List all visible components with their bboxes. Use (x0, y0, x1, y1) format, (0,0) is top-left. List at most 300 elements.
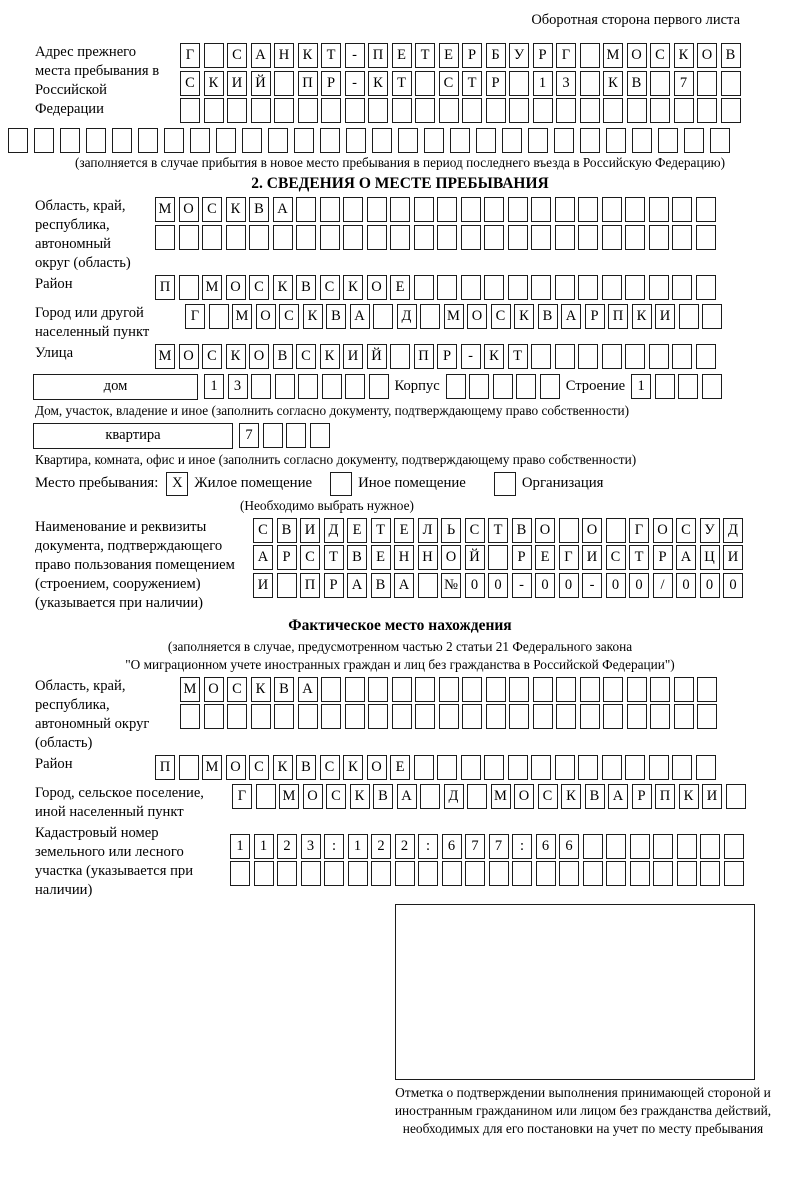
char-cell: Р (437, 344, 457, 369)
char-cell-row (8, 128, 800, 153)
cadastral-rows (230, 834, 744, 900)
char-cell (263, 423, 283, 448)
char-cell (415, 677, 435, 702)
char-cell (603, 704, 623, 729)
char-cell: К (679, 784, 699, 809)
char-cell: Т (324, 545, 344, 570)
char-cell (606, 518, 626, 543)
char-cell: Й (465, 545, 485, 570)
char-cell: В (347, 545, 367, 570)
char-cell: С (249, 275, 269, 300)
char-cell (672, 755, 692, 780)
char-cell (697, 704, 717, 729)
char-cell (674, 704, 694, 729)
char-cell: К (251, 677, 271, 702)
char-cell: К (632, 304, 652, 329)
actual-region-block (35, 677, 800, 753)
char-cell (242, 128, 262, 153)
char-cell: А (251, 43, 271, 68)
char-cell (678, 374, 698, 399)
char-cell (696, 275, 716, 300)
char-cell (531, 197, 551, 222)
region-label: Область, край, республика, автономный округ (область) (35, 198, 131, 271)
char-cell (650, 98, 670, 123)
char-cell: М (155, 344, 175, 369)
char-cell (653, 834, 673, 859)
char-cell: А (561, 304, 581, 329)
char-cell: Е (392, 43, 412, 68)
char-cell: 0 (606, 573, 626, 598)
char-cell: Г (232, 784, 252, 809)
char-cell: С (465, 518, 485, 543)
char-cell: П (155, 275, 175, 300)
prev-address-block (35, 43, 800, 126)
char-cell (674, 677, 694, 702)
char-cell: Т (462, 71, 482, 96)
char-cell: В (296, 755, 316, 780)
char-cell: - (345, 43, 365, 68)
char-cell: И (343, 344, 363, 369)
char-cell (580, 128, 600, 153)
char-cell (700, 861, 720, 886)
char-cell: Р (277, 545, 297, 570)
char-cell (8, 128, 28, 153)
char-cell (556, 98, 576, 123)
char-cell (578, 225, 598, 250)
confirmation-mark-box (395, 904, 755, 1080)
char-cell: - (512, 573, 532, 598)
char-cell (493, 374, 513, 399)
char-cell (556, 704, 576, 729)
char-cell (672, 344, 692, 369)
char-cell (465, 861, 485, 886)
actual-region-label: Область, край, республика, автономный округ (область) (35, 677, 150, 751)
char-cell (697, 98, 717, 123)
char-cell: В (512, 518, 532, 543)
char-cell: Е (439, 43, 459, 68)
char-cell: - (345, 71, 365, 96)
district-block (35, 275, 800, 303)
char-cell: Т (629, 545, 649, 570)
char-cell: 2 (277, 834, 297, 859)
char-cell: Г (559, 545, 579, 570)
char-cell: Р (512, 545, 532, 570)
char-cell (321, 704, 341, 729)
char-cell (555, 344, 575, 369)
char-cell: М (202, 275, 222, 300)
char-cell (461, 197, 481, 222)
char-cell (298, 374, 318, 399)
char-cell-row (155, 344, 716, 369)
char-cell (721, 98, 741, 123)
char-cell (696, 344, 716, 369)
char-cell: К (484, 344, 504, 369)
char-cell (190, 128, 210, 153)
char-cell: С (676, 518, 696, 543)
char-cell: Г (185, 304, 205, 329)
char-cell (446, 374, 466, 399)
char-cell: 0 (535, 573, 555, 598)
char-cell (462, 677, 482, 702)
char-cell: М (155, 197, 175, 222)
char-cell (462, 704, 482, 729)
char-cell (180, 98, 200, 123)
actual-district-block (35, 755, 800, 783)
char-cell (649, 197, 669, 222)
char-cell (346, 128, 366, 153)
char-cell (469, 374, 489, 399)
char-cell: : (324, 834, 344, 859)
char-cell: К (320, 344, 340, 369)
char-cell: А (676, 545, 696, 570)
char-cell (450, 128, 470, 153)
char-cell: Д (444, 784, 464, 809)
char-cell: С (491, 304, 511, 329)
char-cell: К (226, 197, 246, 222)
char-cell (602, 344, 622, 369)
char-cell (489, 861, 509, 886)
char-cell: О (367, 275, 387, 300)
char-cell: Й (367, 344, 387, 369)
char-cell (462, 98, 482, 123)
char-cell (209, 304, 229, 329)
char-cell: М (232, 304, 252, 329)
char-cell-row (230, 834, 744, 859)
char-cell (155, 225, 175, 250)
apartment-box-label: квартира (33, 423, 233, 449)
char-cell: 7 (465, 834, 485, 859)
char-cell: Р (486, 71, 506, 96)
confirmation-mark-caption: Отметка о подтверждении выполнения принимающей стороной и иностранным гражданином или лицом без гражданства действий, необходимых для его постановки на учет по месту пребывания (394, 1084, 772, 1137)
char-cell (368, 677, 388, 702)
char-cell (650, 704, 670, 729)
char-cell (301, 861, 321, 886)
document-label: Наименование и реквизиты документа, подтверждающего право пользования помещением (строением, сооружением) (указывается при наличии) (35, 518, 235, 611)
char-cell (710, 128, 730, 153)
char-cell (227, 98, 247, 123)
char-cell: К (514, 304, 534, 329)
char-cell (371, 861, 391, 886)
char-cell (310, 423, 330, 448)
char-cell (677, 861, 697, 886)
char-cell (461, 755, 481, 780)
char-cell (251, 704, 271, 729)
char-cell: В (373, 784, 393, 809)
char-cell (536, 861, 556, 886)
char-cell: / (653, 573, 673, 598)
city-block (35, 304, 800, 342)
char-cell (274, 704, 294, 729)
char-cell: Н (274, 43, 294, 68)
char-cell: 3 (228, 374, 248, 399)
char-cell-row (446, 374, 560, 399)
char-cell-row (180, 704, 717, 729)
char-cell (649, 275, 669, 300)
char-cell: А (347, 573, 367, 598)
char-cell: Д (397, 304, 417, 329)
char-cell (502, 128, 522, 153)
char-cell: Т (488, 518, 508, 543)
char-cell (392, 704, 412, 729)
char-cell: П (368, 43, 388, 68)
char-cell: А (350, 304, 370, 329)
char-cell (321, 677, 341, 702)
actual-district-label: Район (35, 755, 73, 772)
char-cell (420, 304, 440, 329)
char-cell (632, 128, 652, 153)
char-cell (696, 197, 716, 222)
char-cell: Е (371, 545, 391, 570)
char-cell: А (394, 573, 414, 598)
char-cell: - (461, 344, 481, 369)
char-cell (674, 98, 694, 123)
char-cell (476, 128, 496, 153)
char-cell (531, 755, 551, 780)
char-cell: П (300, 573, 320, 598)
char-cell: К (204, 71, 224, 96)
char-cell (437, 225, 457, 250)
char-cell: С (227, 677, 247, 702)
char-cell (724, 834, 744, 859)
char-cell: И (582, 545, 602, 570)
char-cell: К (273, 755, 293, 780)
char-cell (372, 128, 392, 153)
char-cell (578, 197, 598, 222)
char-cell: Р (324, 573, 344, 598)
char-cell: С (227, 43, 247, 68)
char-cell: 0 (488, 573, 508, 598)
dwelling-option-label: Жилое помещение (194, 475, 313, 492)
char-cell: В (627, 71, 647, 96)
char-cell: 0 (676, 573, 696, 598)
char-cell (721, 71, 741, 96)
char-cell: 0 (723, 573, 743, 598)
char-cell (603, 98, 623, 123)
actual-location-title: Фактическое место нахождения (288, 616, 512, 634)
char-cell (627, 704, 647, 729)
char-cell (602, 755, 622, 780)
char-cell (320, 225, 340, 250)
char-cell (583, 834, 603, 859)
char-cell: О (249, 344, 269, 369)
char-cell (580, 677, 600, 702)
char-cell: С (320, 755, 340, 780)
char-cell: Р (321, 71, 341, 96)
char-cell: 0 (629, 573, 649, 598)
stay-type-row (35, 472, 800, 496)
char-cell: К (298, 43, 318, 68)
char-cell: 7 (239, 423, 259, 448)
char-cell (533, 677, 553, 702)
char-cell (606, 128, 626, 153)
char-cell (320, 128, 340, 153)
document-block (35, 518, 800, 613)
char-cell (555, 275, 575, 300)
char-cell (286, 423, 306, 448)
char-cell (439, 704, 459, 729)
char-cell (509, 98, 529, 123)
char-cell (298, 98, 318, 123)
char-cell: К (561, 784, 581, 809)
char-cell (273, 225, 293, 250)
char-cell (625, 225, 645, 250)
char-cell: С (650, 43, 670, 68)
char-cell: О (367, 755, 387, 780)
char-cell (508, 197, 528, 222)
char-cell: Р (533, 43, 553, 68)
char-cell: 1 (230, 834, 250, 859)
char-cell (461, 225, 481, 250)
char-cell: К (273, 275, 293, 300)
char-cell (390, 344, 410, 369)
char-cell (555, 197, 575, 222)
char-cell (684, 128, 704, 153)
char-cell: М (202, 755, 222, 780)
char-cell: 6 (559, 834, 579, 859)
char-cell (415, 71, 435, 96)
char-cell: О (653, 518, 673, 543)
char-cell-row (204, 374, 389, 399)
char-cell: Г (629, 518, 649, 543)
char-cell (367, 197, 387, 222)
char-cell (439, 98, 459, 123)
char-cell (345, 374, 365, 399)
char-cell: П (608, 304, 628, 329)
char-cell (398, 128, 418, 153)
char-cell: : (512, 834, 532, 859)
apartment-row (33, 423, 800, 449)
char-cell (602, 225, 622, 250)
char-cell (512, 861, 532, 886)
char-cell (559, 861, 579, 886)
char-cell: А (253, 545, 273, 570)
char-cell (373, 304, 393, 329)
char-cell: М (279, 784, 299, 809)
char-cell: С (202, 344, 222, 369)
char-cell (672, 275, 692, 300)
document-rows (253, 518, 743, 613)
char-cell (533, 98, 553, 123)
char-cell: П (155, 755, 175, 780)
char-cell (580, 71, 600, 96)
char-cell: И (227, 71, 247, 96)
char-cell (179, 275, 199, 300)
char-cell: О (627, 43, 647, 68)
char-cell (414, 225, 434, 250)
actual-location-note-2: "О миграционном учете иностранных граждан и лиц без гражданства в Российской Федерации") (125, 656, 675, 672)
char-cell (702, 304, 722, 329)
char-cell (649, 755, 669, 780)
char-cell: И (300, 518, 320, 543)
char-cell-row (253, 545, 743, 570)
char-cell (202, 225, 222, 250)
char-cell (555, 755, 575, 780)
char-cell-row (631, 374, 722, 399)
char-cell: К (303, 304, 323, 329)
char-cell: Т (415, 43, 435, 68)
city-label: Город или другой населенный пункт (35, 305, 150, 341)
char-cell (486, 677, 506, 702)
char-cell: К (343, 275, 363, 300)
char-cell (508, 755, 528, 780)
char-cell: А (397, 784, 417, 809)
char-cell (650, 677, 670, 702)
actual-city-block (35, 784, 800, 822)
organization-option-label: Организация (521, 475, 604, 492)
char-cell: П (655, 784, 675, 809)
char-cell (112, 128, 132, 153)
char-cell: К (603, 71, 623, 96)
char-cell: М (180, 677, 200, 702)
street-block (35, 344, 800, 372)
char-cell (294, 128, 314, 153)
char-cell (509, 71, 529, 96)
char-cell: О (514, 784, 534, 809)
char-cell: И (655, 304, 675, 329)
char-cell-row (155, 225, 716, 250)
char-cell (461, 275, 481, 300)
char-cell: У (700, 518, 720, 543)
char-cell: Г (556, 43, 576, 68)
cadastral-block (35, 824, 800, 900)
korpus-label: Корпус (394, 378, 440, 395)
char-cell (274, 71, 294, 96)
char-cell (467, 784, 487, 809)
char-cell (298, 704, 318, 729)
char-cell: И (723, 545, 743, 570)
char-cell (216, 128, 236, 153)
char-cell: Р (585, 304, 605, 329)
char-cell: Б (486, 43, 506, 68)
char-cell (324, 861, 344, 886)
char-cell-row (155, 755, 716, 780)
char-cell (531, 225, 551, 250)
char-cell: О (303, 784, 323, 809)
char-cell-row (180, 677, 717, 702)
stay-type-label: Место пребывания: (35, 475, 159, 492)
char-cell: И (253, 573, 273, 598)
char-cell (345, 704, 365, 729)
char-cell: А (608, 784, 628, 809)
prev-address-rows (180, 43, 741, 126)
dwelling-checkbox: X (166, 472, 188, 496)
char-cell: Т (371, 518, 391, 543)
char-cell (180, 704, 200, 729)
char-cell (602, 275, 622, 300)
char-cell (277, 573, 297, 598)
char-cell (603, 677, 623, 702)
char-cell: Й (251, 71, 271, 96)
char-cell (395, 861, 415, 886)
char-cell (343, 197, 363, 222)
char-cell (627, 677, 647, 702)
apartment-note: Квартира, комната, офис и иное (заполнить согласно документу, подтверждающему право собственности) (35, 451, 637, 467)
char-cell (726, 784, 746, 809)
char-cell (606, 834, 626, 859)
char-cell (345, 677, 365, 702)
char-cell: 3 (301, 834, 321, 859)
char-cell: Ь (441, 518, 461, 543)
char-cell (580, 98, 600, 123)
char-cell: О (256, 304, 276, 329)
char-cell (390, 225, 410, 250)
char-cell (414, 275, 434, 300)
char-cell: Е (390, 755, 410, 780)
house-note: Дом, участок, владение и иное (заполнить согласно документу, подтверждающему право собственности) (35, 402, 630, 418)
char-cell (702, 374, 722, 399)
char-cell: О (204, 677, 224, 702)
char-cell (677, 834, 697, 859)
